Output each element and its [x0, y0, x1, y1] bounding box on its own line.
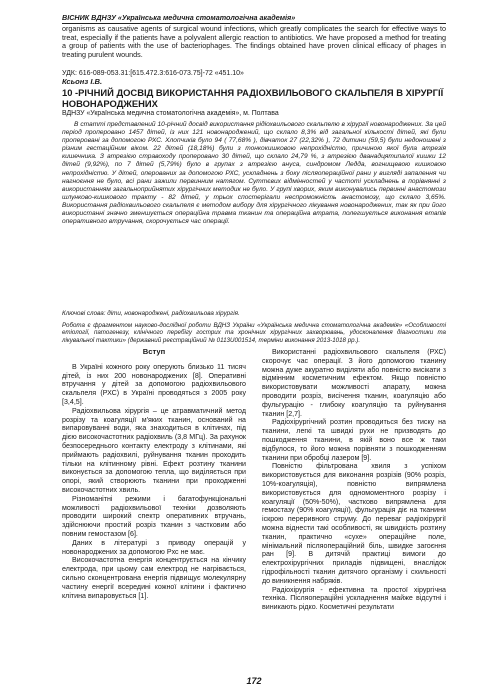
journal-page: [62, 0, 446, 697]
page-number: 172: [246, 676, 262, 686]
udc-code: УДК: 616-089-053.31:[615.472.3:616-073.75]-72 «451.10»: [62, 70, 244, 77]
paragraph: Високочастотна енергія концентрується на кінчику електрода, при цьому сам електрод не нагрівається, сильно сконцентрована енергія підвищує молекулярну частину енергії всередині кожної клітини і фактично клітина випаровується [1].: [62, 556, 246, 600]
left-column: [62, 348, 246, 600]
running-head: ВІСНИК ВДНЗУ «Українська медична стоматологічна академія»: [62, 13, 296, 22]
paragraph: Радіохвильова хірургія – це атравматичний метод розрізу та коагуляції м'яких тканин, оснований на випаровуванні води, яка знаходиться в клітинах, під дією високочастотних радіохвиль (3,8 МГц). За рахунок безпосереднього контакту електроду з клітинами, які приймають радіохвилі, руйнування тканин проходить тільки на клітинному рівні. Ефект розтину тканини виконується за допомогою тепла, що виділяється при опорі, який створюють тканини при проходженні високочастотних хвиль.: [62, 406, 246, 494]
paragraph: Використанні радіохвильового скальпеля (РХС) скорочує час операції. З його допомогою тканину можна дуже акуратно виділяти або повністю висікати з відмінним косметичним ефектом. Якщо повністю використовувати можливості апарату, можна проводити розріз, висічення тканин, коагуляцію або фульгурацію - глибоку коагуляцію та руйнування тканин [2,7].: [262, 348, 446, 418]
paragraph: В Україні кожного року оперують близько 11 тисяч дітей, із них 200 новонароджених [8]. Оперативні втручання у дітей за допомогою радіохвильового скальпеля (РХС) в Україні проводяться з 2005 року [3,4,5].: [62, 362, 246, 406]
keywords: Ключові слова: діти, новонароджені, радіохвильова хірургія.: [62, 310, 240, 317]
abstract-ukrainian: В статті представлений 10-річний досвід використання рідіохвильового скальпелю в хірургії новонароджених. За цей період проперовано 1457 дітей, із них 121 новонароджений, що склало 8,3% від загальної кількості дітей, які були проперовані за допомогою РХС. Хлопчиків було 94 ( 77,68% ), дівчаток 27 (22,32% ), 72 дитини (59,5) були недоношені з різним гестаційним віком. 22 дітей (18,18%) були з тонкокишковою непрохідністю, причиною якої була атрезія кишечника. З атрезією стравоходу проперовано 30 дітей, що склало 24,79 %, з атрезією дванадцятипалої кишки 12 дітей (9,92%), по 7 дітей (5,79%) було в групах з атрезією ануса, синдромом Ледда, вогнищевою кишковою непрохідністю. У дітей, оперованих за допомогою РХС, ускладнень з боку післяопераційної рани у вигляді запалення чи нагноєння не було, всі рани зажили первинним натягом. Суттєвих відмінностей у частоті ускладнень в порівнянні з використанням загальноприйнятих хірургічних методик не було. У групі хворих, яким виконувались первинні анастомози шлунково-кишкового тракту - 82 дітей, у трьох спостерігали неспроможність анастомозу, що склало 3,65%. Використання радіохвильового скальпеля є методом вибору для хірургічного лікування новонароджених, так як при його використанні значно зменшується операційна травма тканин та операційна втрата, полегшується виконання етапів оперативного втручання, скорочується час операції.: [62, 121, 446, 226]
right-column: [262, 348, 446, 612]
author-name: Ксьонз І.В.: [62, 77, 103, 86]
section-heading-intro: Вступ: [142, 347, 166, 356]
funding-note: Робота є фрагментом науково-дослідної роботи ВДНЗ України «Українська медична стоматологічна академія» «Особливості етіології, патогенезу, клінічного перебігу гострих та хронічних хірургічних захворювань, удосконалення діагностики та лікувальної тактики» (державний реєстраційний № 0113U001514, терміни виконання 2013-1018 рр.).: [62, 322, 446, 344]
article-title: 10 -РІЧНИЙ ДОСВІД ВИКОРИСТАННЯ РАДІОХВИЛЬОВОГО СКАЛЬПЕЛЯ В ХІРУРГІЇ НОВОНАРОДЖЕНИХ: [62, 87, 444, 109]
paragraph: Радіохірургічний розтин проводиться без тиску на тканини, легкі та швидкі рухи не призводять до пошкодження тканини, в якій воно все ж таки відбулося, то його можна порівняти з пошкодженням тканини при обробці лазером [9].: [262, 418, 446, 462]
paragraph: Даних в літературі з приводу операцій у новонароджених за допомогою Рхс не має.: [62, 538, 246, 556]
paragraph: Повністю фільтрована хвиля з успіхом використовується для виконання розрізів (90% розріз, 10%-коагуляція), повністю випрямлена використовується для одномоментного розрізу і коагуляції (50%-50%), частково випрямлена для гемостазу (90% коагуляції), фульгурація діє на тканини іскрою переривного струму. До переваг радіохірургії можна віднести такі особливості, як швидкість розтину тканин, практично «сухе» операційне поле, мінімальний післяопераційний біль, швидке загоєння ран [9]. В дитячій практиці вимоги до електрохірургічних приладів підвищені, внаслідок гідрофільності тканин дитячого організму і схильності до виникнення набряків.: [262, 462, 446, 585]
abstract-english: organisms as causative agents of surgical wound infections, which greatly complicates the search for effective ways to treat, especially if the patients have a polyvalent allergic reaction to antibiotics. We have proposed a method for treating a group of patients with the use of bacteriophages. The findings obtained have proven clinical efficacy of phages in treating purulent wounds.: [62, 24, 446, 59]
author-affiliation: ВДНЗУ «Українська медична стоматологічна академія», м. Полтава: [62, 110, 279, 117]
paragraph: Радіохірургія - ефективна та простої хірургічна техніка. Післяопераційні ускладнення майже відсутні і виникають рідко. Косметичні результати: [262, 585, 446, 612]
paragraph: Різноманітні режими і багатофункціональні можливості радіохвильової техніки дозволяють проводити широкий спектр оперативних втручань, здійснюючи простий розріз тканин з частковим або повним гемостазом [6].: [62, 494, 246, 538]
